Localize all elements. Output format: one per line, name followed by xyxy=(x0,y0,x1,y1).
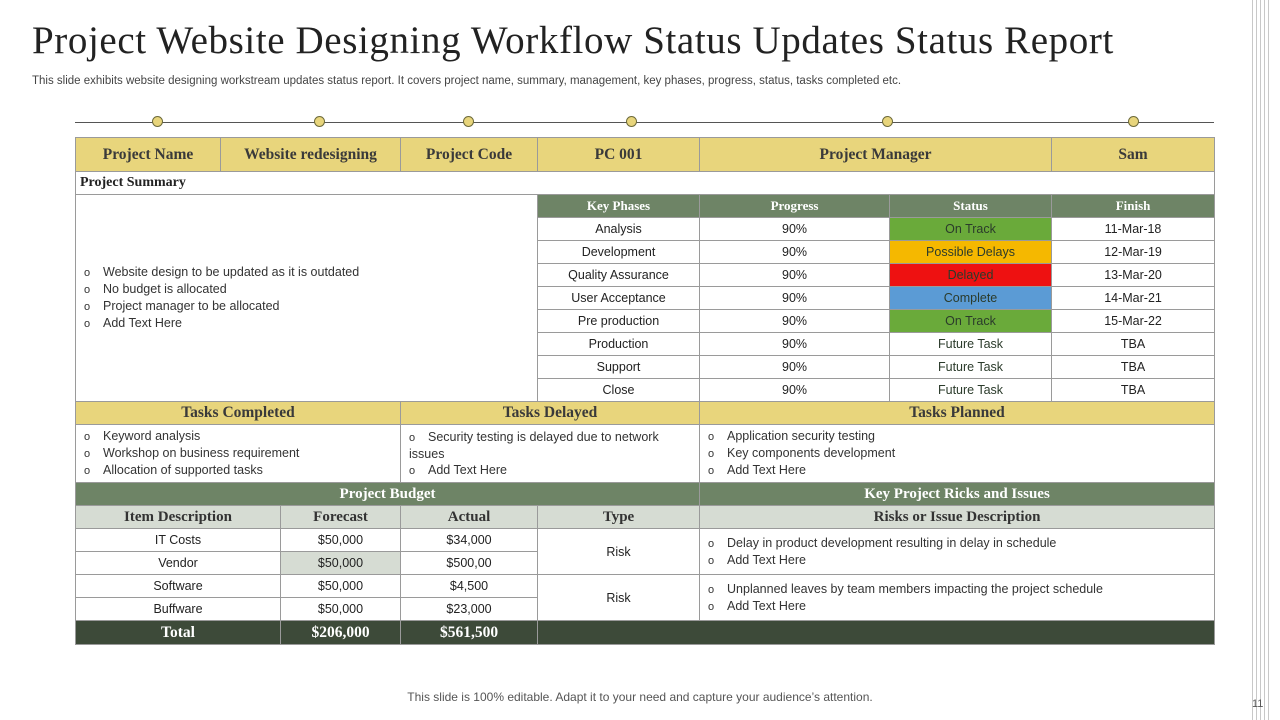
total-filler xyxy=(538,621,1215,645)
list-item: o Project manager to be allocated xyxy=(84,298,533,315)
phase-cell: Quality Assurance xyxy=(538,264,700,287)
progress-cell: 90% xyxy=(700,333,890,356)
project-budget-header: Project Budget xyxy=(76,483,700,506)
budget-actual-cell: $4,500 xyxy=(401,575,538,598)
type-col-header: Type xyxy=(538,506,700,529)
decorative-line xyxy=(1256,0,1257,720)
budget-forecast-cell: $50,000 xyxy=(281,529,401,552)
progress-cell: 90% xyxy=(700,310,890,333)
phase-cell: Support xyxy=(538,356,700,379)
page-subtitle: This slide exhibits website designing workstream updates status report. It covers project name, summary, management, key phases, progress, status, tasks completed etc. xyxy=(32,75,902,87)
project-info-row xyxy=(76,138,1215,172)
total-actual: $561,500 xyxy=(401,621,538,645)
timeline-dot xyxy=(1128,116,1139,127)
progress-col-header: Progress xyxy=(700,195,890,218)
list-item: o Delay in product development resulting in delay in schedule xyxy=(708,535,1210,552)
finish-cell: 14-Mar-21 xyxy=(1052,287,1215,310)
timeline-dot xyxy=(463,116,474,127)
finish-cell: 12-Mar-19 xyxy=(1052,241,1215,264)
table-row xyxy=(76,575,1215,598)
timeline-line xyxy=(75,122,1214,123)
list-item: o Website design to be updated as it is outdated xyxy=(84,264,533,281)
key-risks-header: Key Project Ricks and Issues xyxy=(700,483,1215,506)
tasks-delayed-header: Tasks Delayed xyxy=(401,402,700,425)
budget-actual-cell: $34,000 xyxy=(401,529,538,552)
budget-total-row xyxy=(76,621,1215,645)
risk-list xyxy=(704,535,1210,569)
status-cell: Future Task xyxy=(890,379,1052,402)
tasks-delayed-list xyxy=(405,429,695,479)
project-code-value: PC 001 xyxy=(538,138,700,172)
progress-cell: 90% xyxy=(700,379,890,402)
finish-cell: TBA xyxy=(1052,356,1215,379)
phase-cell: Development xyxy=(538,241,700,264)
project-summary-cell xyxy=(76,195,538,402)
project-code-label: Project Code xyxy=(401,138,538,172)
decorative-line xyxy=(1268,0,1269,720)
list-item: o Add Text Here xyxy=(708,462,1210,479)
phase-header-row xyxy=(76,195,1215,218)
table-row xyxy=(76,529,1215,552)
risk-type-cell: Risk xyxy=(538,575,700,621)
finish-cell: TBA xyxy=(1052,333,1215,356)
list-item: o Add Text Here xyxy=(708,598,1210,615)
timeline-dot xyxy=(882,116,893,127)
list-item: o Add Text Here xyxy=(409,462,695,479)
tasks-planned-header: Tasks Planned xyxy=(700,402,1215,425)
project-name-value: Website redesigning xyxy=(221,138,401,172)
project-summary-row xyxy=(76,172,1215,195)
footer-note: This slide is 100% editable. Adapt it to your need and capture your audience’s attention. xyxy=(407,690,873,704)
list-item: o No budget is allocated xyxy=(84,281,533,298)
risk-desc-cell xyxy=(700,529,1215,575)
progress-cell: 90% xyxy=(700,218,890,241)
budget-item-cell: Vendor xyxy=(76,552,281,575)
progress-cell: 90% xyxy=(700,356,890,379)
status-cell: Complete xyxy=(890,287,1052,310)
page-number: 11 xyxy=(1252,698,1264,710)
phase-cell: User Acceptance xyxy=(538,287,700,310)
project-name-label: Project Name xyxy=(76,138,221,172)
budget-actual-cell: $500,00 xyxy=(401,552,538,575)
budget-forecast-cell: $50,000 xyxy=(281,552,401,575)
tasks-completed-list xyxy=(80,428,396,479)
phase-cell: Analysis xyxy=(538,218,700,241)
list-item: o Add Text Here xyxy=(708,552,1210,569)
forecast-col-header: Forecast xyxy=(281,506,401,529)
timeline-dot xyxy=(314,116,325,127)
total-forecast: $206,000 xyxy=(281,621,401,645)
list-item: o Workshop on business requirement xyxy=(84,445,396,462)
finish-cell: 13-Mar-20 xyxy=(1052,264,1215,287)
risk-desc-col-header: Risks or Issue Description xyxy=(700,506,1215,529)
finish-col-header: Finish xyxy=(1052,195,1215,218)
tasks-completed-cell xyxy=(76,425,401,483)
list-item: o Key components development xyxy=(708,445,1210,462)
list-item: o Keyword analysis xyxy=(84,428,396,445)
phase-cell: Close xyxy=(538,379,700,402)
budget-item-cell: Buffware xyxy=(76,598,281,621)
budget-col-header-row xyxy=(76,506,1215,529)
phase-cell: Production xyxy=(538,333,700,356)
finish-cell: 11-Mar-18 xyxy=(1052,218,1215,241)
item-description-col-header: Item Description xyxy=(76,506,281,529)
phase-col-header: Key Phases xyxy=(538,195,700,218)
list-item: o Add Text Here xyxy=(84,315,533,332)
timeline-dot xyxy=(152,116,163,127)
decorative-line xyxy=(1264,0,1265,720)
total-label: Total xyxy=(76,621,281,645)
list-item: o Allocation of supported tasks xyxy=(84,462,396,479)
tasks-planned-list xyxy=(704,428,1210,479)
status-cell: On Track xyxy=(890,218,1052,241)
project-manager-value: Sam xyxy=(1052,138,1215,172)
progress-cell: 90% xyxy=(700,264,890,287)
budget-actual-cell: $23,000 xyxy=(401,598,538,621)
tasks-completed-header: Tasks Completed xyxy=(76,402,401,425)
decorative-line xyxy=(1252,0,1253,720)
list-item: o Unplanned leaves by team members impacting the project schedule xyxy=(708,581,1210,598)
status-cell: Future Task xyxy=(890,333,1052,356)
risk-type-cell: Risk xyxy=(538,529,700,575)
timeline-dot xyxy=(626,116,637,127)
budget-risk-header-row xyxy=(76,483,1215,506)
progress-cell: 90% xyxy=(700,287,890,310)
list-item: o Application security testing xyxy=(708,428,1210,445)
actual-col-header: Actual xyxy=(401,506,538,529)
status-col-header: Status xyxy=(890,195,1052,218)
status-cell: Delayed xyxy=(890,264,1052,287)
phase-cell: Pre production xyxy=(538,310,700,333)
list-item: o Security testing is delayed due to network issues xyxy=(409,429,695,462)
progress-cell: 90% xyxy=(700,241,890,264)
status-cell: Possible Delays xyxy=(890,241,1052,264)
page-title: Project Website Designing Workflow Status Updates Status Report xyxy=(32,19,1114,62)
finish-cell: TBA xyxy=(1052,379,1215,402)
status-cell: Future Task xyxy=(890,356,1052,379)
risk-list xyxy=(704,581,1210,615)
finish-cell: 15-Mar-22 xyxy=(1052,310,1215,333)
status-cell: On Track xyxy=(890,310,1052,333)
risk-desc-cell xyxy=(700,575,1215,621)
tasks-delayed-cell xyxy=(401,425,700,483)
decorative-line xyxy=(1260,0,1261,720)
project-manager-label: Project Manager xyxy=(700,138,1052,172)
status-report-table xyxy=(75,137,1215,645)
budget-item-cell: IT Costs xyxy=(76,529,281,552)
tasks-header-row xyxy=(76,402,1215,425)
budget-item-cell: Software xyxy=(76,575,281,598)
project-summary-label: Project Summary xyxy=(76,172,1215,195)
budget-forecast-cell: $50,000 xyxy=(281,575,401,598)
tasks-planned-cell xyxy=(700,425,1215,483)
tasks-row xyxy=(76,425,1215,483)
summary-list xyxy=(80,264,533,332)
budget-forecast-cell: $50,000 xyxy=(281,598,401,621)
